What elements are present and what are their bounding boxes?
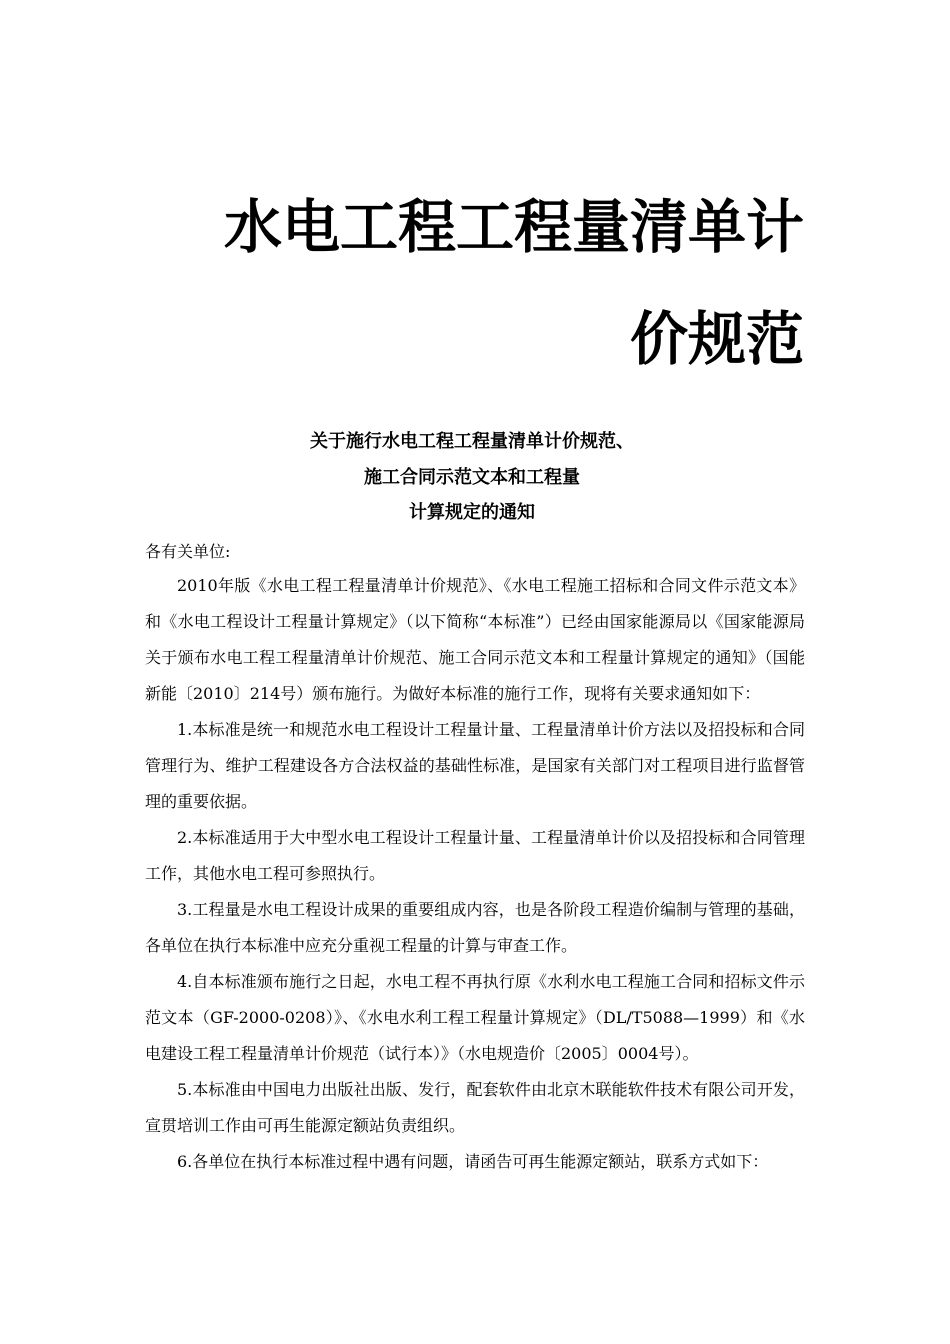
- notice-heading-line-2: 施工合同示范文本和工程量: [364, 467, 580, 488]
- notice-body: [145, 531, 805, 1180]
- salutation: 各有关单位:: [145, 542, 231, 561]
- paragraph-item-3: 3.工程量是水电工程设计成果的重要组成内容，也是各阶段工程造价编制与管理的基础，各单位在执行本标准中应充分重视工程量的计算与审查工作。: [145, 900, 805, 956]
- paragraph-item-2: 2.本标准适用于大中型水电工程设计工程量计量、工程量清单计价以及招投标和合同管理工作，其他水电工程可参照执行。: [145, 828, 805, 884]
- paragraph-item-4: 4.自本标准颁布施行之日起，水电工程不再执行原《水利水电工程施工合同和招标文件示范文本（GF-2000-0208）》、《水电水利工程工程量计算规定》（DL/T5088—1999）和《水电建设工程工程量清单计价规范（试行本）》（水电规造价〔2005〕0004号）。: [145, 972, 805, 1064]
- paragraph-item-1: 1.本标准是统一和规范水电工程设计工程量计量、工程量清单计价方法以及招投标和合同管理行为、维护工程建设各方合法权益的基础性标准，是国家有关部门对工程项目进行监督管理的重要依据。: [145, 720, 805, 812]
- document-title-line-1: 水电工程工程量清单计: [223, 193, 804, 261]
- document-title-line-2: 价规范: [629, 305, 804, 373]
- notice-heading-line-3: 计算规定的通知: [409, 502, 535, 523]
- notice-heading-line-1: 关于施行水电工程工程量清单计价规范、: [310, 431, 634, 452]
- paragraph-item-5: 5.本标准由中国电力出版社出版、发行，配套软件由北京木联能软件技术有限公司开发，宣贯培训工作由可再生能源定额站负责组织。: [145, 1080, 805, 1136]
- paragraph-item-6: 6.各单位在执行本标准过程中遇有问题，请函告可再生能源定额站，联系方式如下：: [177, 1152, 769, 1172]
- paragraph-intro: 2010年版《水电工程工程量清单计价规范》、《水电工程施工招标和合同文件示范文本》和《水电工程设计工程量计算规定》（以下简称“本标准”）已经由国家能源局以《国家能源局关于颁布水电工程工程量清单计价规范、施工合同示范文本和工程量计算规定的通知》（国能新能〔2010〕214号）颁布施行。为做好本标准的施行工作，现将有关要求通知如下：: [145, 576, 805, 704]
